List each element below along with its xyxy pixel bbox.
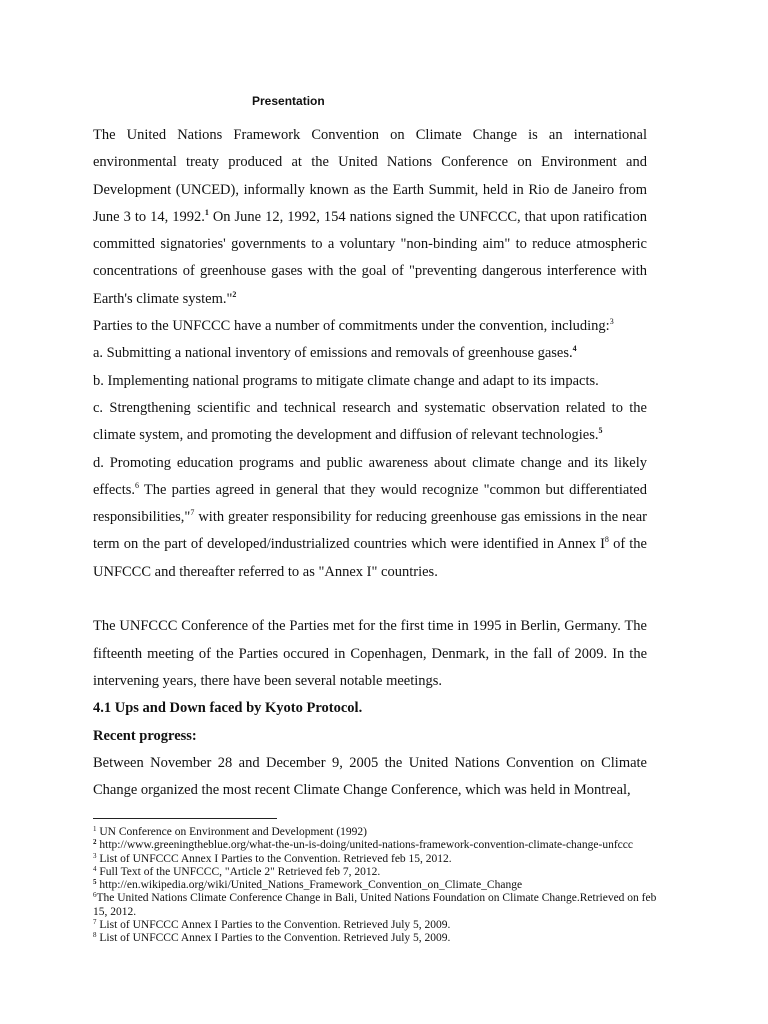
page-title: Presentation [252, 94, 325, 108]
subheading-recent-progress: Recent progress: [93, 727, 197, 744]
footnote-link[interactable]: http://en.wikipedia.org/wiki/United_Nations_Framework_Convention_on_Climate_Change [96, 879, 523, 892]
footnote-number: 2 [93, 838, 97, 847]
list-item-text: The parties agreed in general that they would recognize "common but differentiated responsibilities," [93, 481, 647, 526]
footnote-1 [93, 826, 673, 839]
footnote-ref-1[interactable]: 1 [204, 207, 209, 217]
footnote-number: 3 [93, 851, 97, 860]
list-item-text: c. Strengthening scientific and technical research and systematic observation related to the climate system, and promoting the development and diffusion of relevant technologies. [93, 399, 647, 444]
commitment-item-c [93, 395, 647, 450]
document-body [93, 122, 647, 804]
footnote-text: The United Nations Climate Conference Change in Bali, United Nations Foundation on Climate Change.Retrieved on feb 15, 2012. [93, 892, 657, 918]
footnote-ref-2[interactable]: 2 [232, 289, 237, 299]
footnote-text: List of UNFCCC Annex I Parties to the Convention. Retrieved July 5, 2009. [96, 932, 451, 945]
commitments-intro [93, 313, 647, 340]
footnote-separator [93, 818, 277, 819]
footnote-ref-7[interactable]: 7 [190, 508, 195, 518]
footnote-text: List of UNFCCC Annex I Parties to the Convention. Retrieved July 5, 2009. [96, 919, 451, 932]
paragraph-conference-of-parties: The UNFCCC Conference of the Parties met for the first time in 1995 in Berlin, Germany. The fifteenth meeting of the Parties occured in Copenhagen, Denmark, in the fall of 2009. In the intervening years, there have been several notable meetings. [93, 618, 647, 689]
commitment-item-a [93, 340, 647, 367]
list-item-text: d. Promoting education programs and public awareness about climate change and its likely effects. [93, 454, 647, 498]
paragraph-unfccc-intro [93, 122, 647, 313]
list-item-text: b. Implementing national programs to mitigate climate change and adapt to its impacts. [93, 372, 599, 389]
list-item-text: with greater responsibility for reducing greenhouse gas emissions in the near term on the part of developed/industrialized countries which were identified in Annex I [93, 509, 647, 553]
footnote-text: UN Conference on Environment and Development (1992) [96, 826, 367, 838]
paragraph-spacer [93, 586, 647, 613]
paragraph-text: On June 12, 1992, 154 nations signed the UNFCCC, that upon ratification committed signatories' governments to a voluntary "non-binding aim" to reduce atmospheric concentrations of greenhouse gases with the goal of "preventing dangerous interference with Earth's climate system." [93, 208, 647, 307]
paragraph-montreal: Between November 28 and December 9, 2005 the United Nations Convention on Climate Change organized the most recent Climate Change Conference, which was held in Montreal, [93, 754, 647, 799]
footnote-ref-6[interactable]: 6 [135, 480, 139, 490]
commitment-item-b [93, 368, 647, 395]
paragraph-text: The United Nations Framework Convention on Climate Change is an international environmental treaty produced at the United Nations Conference on Environment and Development (UNCED), informally known as the Earth Summit, held in Rio de Janeiro from June 3 to 14, 1992. [93, 127, 647, 225]
footnote-number: 1 [93, 825, 97, 833]
section-heading: 4.1 Ups and Down faced by Kyoto Protocol. [93, 700, 363, 717]
commitment-item-d [93, 450, 647, 586]
paragraph-text: Parties to the UNFCCC have a number of commitments under the convention, including: [93, 318, 610, 335]
footnote-ref-5[interactable]: 5 [598, 426, 603, 436]
footnote-number: 4 [93, 864, 97, 873]
footnotes [93, 826, 673, 946]
footnote-2 [93, 839, 673, 852]
list-item-text: of the UNFCCC and thereafter referred to as "Annex I" countries. [93, 536, 647, 580]
footnote-ref-3[interactable]: 3 [609, 317, 614, 327]
footnote-ref-8[interactable]: 8 [604, 535, 609, 545]
footnote-number: 8 [93, 931, 97, 940]
footnote-number: 6 [93, 891, 97, 900]
footnote-number: 7 [93, 918, 97, 927]
footnote-3 [93, 853, 673, 866]
footnote-number: 5 [93, 878, 97, 887]
list-item-text: a. Submitting a national inventory of emissions and removals of greenhouse gases. [93, 345, 573, 362]
footnote-8 [93, 932, 673, 945]
footnote-6 [93, 892, 673, 919]
footnote-5 [93, 879, 673, 892]
footnote-ref-4[interactable]: 4 [572, 344, 577, 354]
footnote-4 [93, 866, 673, 879]
footnote-link[interactable]: http://www.greeningtheblue.org/what-the-un-is-doing/united-nations-framework-convention-climate-change-unfccc [96, 839, 633, 852]
footnote-text: List of UNFCCC Annex I Parties to the Convention. Retrieved feb 15, 2012. [96, 852, 452, 865]
footnote-7 [93, 919, 673, 932]
footnote-text: Full Text of the UNFCCC, "Article 2" Retrieved feb 7, 2012. [96, 865, 381, 878]
